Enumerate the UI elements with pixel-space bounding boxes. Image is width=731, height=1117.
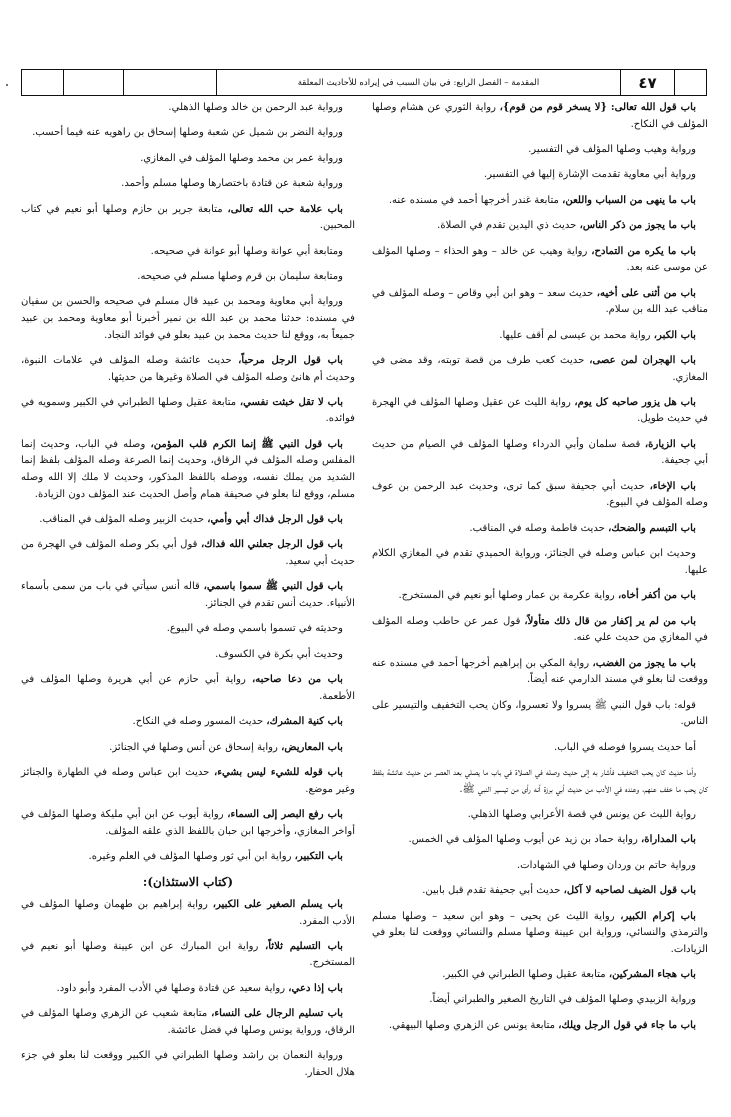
paragraph	[21, 151, 355, 168]
paragraph-text: ورواية النضر بن شميل عن شعبة وصلها إسحاق بن راهويه عنه فيما أحسب.	[32, 127, 343, 139]
paragraph	[21, 537, 355, 570]
paragraph	[372, 167, 708, 184]
chapter-heading: باب إذا دعي،	[288, 982, 343, 994]
paragraph	[21, 672, 355, 705]
chapter-heading: باب التكبير،	[294, 850, 343, 862]
paragraph	[372, 740, 708, 757]
running-title: المقدمة – الفصل الرابع: في بيان السبب في إيراده للأحاديث المعلقة	[217, 70, 621, 95]
paragraph-text: رواية وهيب عن خالد – وهو الحذاء – وصلها المؤلف عن موسى عنه بعد.	[372, 245, 708, 274]
paragraph-text: ورواية شعبة عن قتادة باختصارها وصلها مسلم وأحمد.	[121, 178, 343, 190]
chapter-heading: باب لا تقل خبثت نفسي،	[239, 396, 343, 408]
paragraph-text: وحديث ابن عباس وصله في الجنائز، ورواية الحميدي تقدم في المغازي الكلام عليها.	[372, 548, 708, 576]
chapter-heading: باب من أثنى على أخيه،	[596, 287, 696, 299]
paragraph-text: قول عمر عن حاطب وصله المؤلف في المغازي من حديث علي عنه.	[372, 615, 708, 644]
chapter-heading: باب الهجران لمن عصى،	[589, 354, 696, 366]
paragraph-text: ومتابعة أبي عوانة وصلها أبو عوانة في صحيحه.	[150, 245, 343, 257]
paragraph	[372, 698, 708, 731]
paragraph-text: قصة سلمان وأبي الدرداء وصلها المؤلف في الصيام من حديث أبي جحيفة.	[372, 438, 708, 467]
paragraph	[21, 714, 355, 731]
paragraph	[21, 981, 355, 998]
paragraph-text: وصله في الباب، وحديث إنما المفلس وصله المؤلف في الرقاق، وحديث إنما الصرعة وصله المؤلف بلفظ إنما الشديد من يملك نفسه، ووصله باللفظ المذكور، وحديث لا ملك إلا الله وصله مسلم، ووقع لنا بعلو في صحيفة همام وأصل الحديث عند المؤلف دون الزيادة.	[21, 438, 355, 500]
paragraph	[21, 807, 355, 840]
header-blank-cell	[64, 70, 124, 95]
paragraph-text: قول أبي بكر وصله المؤلف في الهجرة من حديث أبي سعيد.	[21, 539, 355, 568]
paragraph	[372, 479, 708, 512]
paragraph	[372, 832, 708, 849]
paragraph-text: ومتابعة سليمان بن قرم وصلها مسلم في صحيحه.	[137, 270, 343, 282]
chapter-heading: باب التبسم والضحك،	[608, 522, 696, 534]
paragraph-text: وحديث أبي بكرة في الكسوف.	[215, 648, 343, 660]
paragraph-text: رواية سعيد عن قتادة وصلها في الأدب المفرد وأبو داود.	[56, 982, 289, 994]
chapter-heading: باب قول الضيف لصاحبه لا آكل،	[563, 885, 696, 897]
scan-speck	[6, 84, 8, 86]
paragraph-text: متابعة غندر أخرجها أحمد في مسنده عنه.	[388, 194, 563, 206]
paragraph-text: رواية إسحاق عن أنس وصلها في الجنائز.	[109, 741, 282, 753]
chapter-heading: باب قوله للشيء ليس بشيء،	[213, 766, 343, 778]
chapter-heading: باب من دعا صاحبه،	[251, 674, 343, 686]
paragraph-text: حديث سعد – وهو ابن أبي وقاص – وصله المؤلف في مناقب عبد الله بن سلام.	[372, 287, 708, 316]
chapter-heading: باب قول النبي ﷺ إنما الكرم قلب المؤمن،	[150, 438, 343, 450]
chapter-heading: باب قول الرجل مرحباً،	[238, 354, 343, 366]
paragraph-text: وحديثه في تسموا باسمي وصله في البيوع.	[166, 623, 343, 635]
paragraph	[372, 656, 708, 689]
chapter-heading: باب قول الله تعالى: {لا يسخر قوم من قوم}،	[499, 102, 696, 113]
section-heading: (كتاب الاستئذان):	[142, 875, 234, 890]
chapter-heading: باب من لم ير إكفار من قال ذلك متأولاً،	[524, 615, 696, 627]
chapter-heading: باب ما يجوز من الغضب،	[592, 657, 696, 669]
header-blank-cell	[22, 70, 64, 95]
paragraph	[372, 883, 708, 900]
paragraph-text: رواية الليث عن يحيى – وهو ابن سعيد – وصلها مسلم والترمذي والنسائي، ورواية ابن عيينة وصلها مسلم والنسائي ووقعت لنا بعلو في الزيادات.	[372, 910, 708, 955]
paragraph-text: ورواية وهيب وصلها المؤلف في التفسير.	[528, 143, 696, 155]
paragraph	[372, 992, 708, 1009]
paragraph	[21, 202, 355, 235]
paragraph	[372, 244, 708, 277]
paragraph-text: متابعة عقيل وصلها الطبراني في الكبير.	[442, 969, 609, 981]
paragraph	[372, 614, 708, 647]
paragraph-text: رواية حماد بن زيد عن أيوب وصلها المؤلف في الخمس.	[408, 834, 642, 846]
right-column	[372, 100, 708, 1043]
paragraph-text: ورواية حاتم بن وردان وصلها في الشهادات.	[516, 859, 696, 871]
paragraph	[372, 353, 708, 386]
paragraph	[372, 858, 708, 875]
chapter-heading: باب ما ينهى من السباب واللعن،	[562, 194, 696, 206]
paragraph-text: أما حديث يسروا فوصله في الباب.	[554, 741, 696, 753]
running-header	[21, 69, 707, 96]
chapter-heading: باب علامة حب الله تعالى،	[227, 203, 343, 215]
paragraph	[21, 740, 355, 757]
paragraph	[372, 521, 708, 538]
paragraph	[372, 395, 708, 428]
paragraph	[21, 849, 355, 866]
paragraph	[21, 621, 355, 638]
paragraph	[372, 909, 708, 959]
paragraph-text: رواية أيوب عن ابن أبي مليكة وصلها المؤلف في أواخر المغازي، وأخرجها ابن حبان باللفظ الذي علقه المؤلف.	[21, 808, 355, 837]
chapter-heading: باب رفع البصر إلى السماء،	[227, 808, 343, 820]
chapter-heading: باب الزيارة،	[644, 438, 696, 450]
paragraph-text: حديث كعب طرف من قصة توبته، وقد مضى في المغازي.	[372, 354, 708, 383]
paragraph-text: حديث عائشة وصله المؤلف في علامات النبوة، وحديث أم هانئ وصله المؤلف في الصلاة وغيرها من حديثها.	[21, 354, 355, 383]
paragraph	[21, 1006, 355, 1039]
paragraph-text: متابعة عقيل وصلها الطبراني في الكبير وسمويه في فوائده.	[21, 396, 355, 425]
paragraph	[21, 176, 355, 193]
paragraph	[372, 328, 708, 345]
paragraph-text: ورواية الزبيدي وصلها المؤلف في التاريخ الصغير والطبراني أيضاً.	[429, 994, 696, 1006]
chapter-heading: باب تسليم الرجال على النساء،	[211, 1008, 343, 1020]
paragraph-text: متابعة يونس عن الزهري وصلها البيهقي.	[388, 1019, 559, 1031]
paragraph-text: ورواية أبي معاوية ومحمد بن عبيد قال مسلم في صحيحه والحسن بن سفيان في مسنده: حدثنا محمد بن عبد الله بن نمير أخبرنا أبو معاوية ومحمد بن عبيد جميعاً به، ووقع لنا حديث محمد بن عبيد بعلو في فوائد النجاد.	[21, 296, 355, 341]
paragraph	[21, 579, 355, 612]
paragraph-text: ورواية عمر بن محمد وصلها المؤلف في المغازي.	[140, 152, 343, 164]
paragraph	[372, 546, 708, 579]
paragraph-text: رواية إبراهيم بن طهمان وصلها المؤلف في الأدب المفرد.	[21, 898, 355, 927]
header-blank-cell	[675, 70, 706, 95]
paragraph-text: حديث أبي جحيفة تقدم قبل بابين.	[422, 885, 564, 897]
paragraph-text: حديث أبي جحيفة سبق كما ترى، وحديث عبد الرحمن بن عوف وصله المؤلف في البيوع.	[372, 480, 708, 509]
chapter-heading: باب ما يجوز من ذكر الناس،	[579, 220, 696, 232]
paragraph-text: متابعة جرير بن حازم وصلها أبو نعيم في كتاب المحبين.	[21, 203, 355, 232]
paragraph-text: رواية أبي حازم عن أبي هريرة وصلها المؤلف في الأطعمة.	[21, 674, 355, 702]
paragraph-text: رواية الثوري عن هشام وصلها المؤلف في النكاح.	[372, 102, 708, 130]
paragraph-text: متابعة شعيب عن الزهري وصلها المؤلف في الرقاق، ورواية يونس وصلها في فضل عائشة.	[21, 1008, 355, 1036]
paragraph	[21, 437, 355, 503]
paragraph-text: حديث ذي اليدين تقدم في الصلاة.	[437, 220, 580, 232]
paragraph-text: رواية ابن المبارك عن ابن عيينة وصلها أبو نعيم في المستخرج.	[21, 940, 355, 969]
chapter-heading: باب هل يزور صاحبه كل يوم،	[574, 396, 696, 408]
paragraph	[21, 395, 355, 428]
paragraph	[21, 939, 355, 972]
paragraph-text: ورواية أبي معاوية تقدمت الإشارة إليها في التفسير.	[483, 169, 696, 181]
chapter-heading: باب المداراة،	[641, 834, 696, 846]
paragraph	[21, 100, 355, 117]
paragraph	[21, 512, 355, 529]
paragraph-text: حديث المسور وصله في النكاح.	[132, 716, 267, 728]
paragraph	[21, 353, 355, 386]
paragraph-text: ورواية النعمان بن راشد وصلها الطبراني في الكبير ووقعت لنا بعلو في جزء هلال الحفار.	[21, 1050, 355, 1078]
paragraph	[372, 765, 708, 798]
chapter-heading: باب قول النبي ﷺ سموا باسمي،	[203, 581, 343, 593]
chapter-heading: باب ما يكره من التمادح،	[591, 245, 696, 257]
left-column	[21, 100, 355, 1090]
chapter-heading: باب هجاء المشركين،	[608, 969, 696, 981]
paragraph-text: رواية محمد بن عيسى لم أقف عليها.	[499, 329, 654, 341]
paragraph	[21, 294, 355, 344]
paragraph	[372, 588, 708, 605]
paragraph	[372, 437, 708, 470]
paragraph-text: رواية الليث عن يونس في قصة الأعرابي وصلها الذهلي.	[467, 808, 696, 820]
paragraph	[372, 1018, 708, 1035]
chapter-heading: باب الكبر،	[653, 329, 696, 341]
page-number: ٤٧	[621, 70, 675, 95]
paragraph	[21, 765, 355, 798]
paragraph	[21, 897, 355, 930]
paragraph-text: حديث فاطمة وصله في المناقب.	[469, 522, 609, 534]
paragraph	[21, 269, 355, 286]
chapter-heading: باب يسلم الصغير على الكبير،	[212, 898, 343, 910]
paragraph-text: حديث الزبير وصله المؤلف في المناقب.	[39, 514, 208, 526]
paragraph	[372, 967, 708, 984]
chapter-heading: باب التسليم ثلاثاً،	[264, 940, 343, 952]
paragraph	[372, 142, 708, 159]
paragraph	[372, 193, 708, 210]
chapter-heading: باب المعاريض،	[281, 741, 343, 753]
paragraph-text: قوله: باب قول النبي ﷺ يسروا ولا تعسروا، وكان يحب التخفيف والتيسير على الناس.	[372, 699, 708, 728]
paragraph-text: حديث ابن عباس وصله في الطهارة والجنائز وغير موضع.	[21, 766, 355, 795]
paragraph	[372, 286, 708, 319]
paragraph-text: رواية الليث عن عقيل وصلها المؤلف في الهجرة في حديث طويل.	[372, 396, 708, 425]
paragraph-text: رواية عكرمة بن عمار وصلها أبو نعيم في المستخرج.	[398, 590, 619, 602]
paragraph	[21, 244, 355, 261]
paragraph-text: رواية ابن أبي ثور وصلها المؤلف في العلم وغيره.	[88, 850, 295, 862]
paragraph-text: قاله أنس سيأتي في باب من سمى بأسماء الأنبياء. حديث أنس تقدم في الجنائز.	[21, 581, 355, 610]
chapter-heading: باب من أكفر أخاه،	[618, 590, 696, 602]
chapter-heading: باب إكرام الكبير،	[620, 910, 696, 922]
paragraph	[21, 125, 355, 142]
chapter-heading: باب كنية المشرك،	[266, 716, 343, 728]
paragraph-text: وأما حديث كان يحب التخفيف فأشار به إلى حديث وصله في الصلاة في باب ما يصلي بعد العصر من حديث عائشة بلفظ كان يحب ما خفف عنهم، وعنده في الأدب من حديث أبي برزة أنه رأى من تيسير النبي ﷺ.	[372, 766, 708, 795]
paragraph	[372, 100, 708, 133]
paragraph	[372, 218, 708, 235]
paragraph	[21, 1048, 355, 1081]
chapter-heading: باب قول الرجل جعلني الله فداك،	[200, 539, 343, 551]
header-blank-cell	[124, 70, 217, 95]
chapter-heading: باب الإخاء،	[649, 480, 696, 492]
chapter-heading: باب قول الرجل فداك أبي وأمي،	[207, 514, 343, 526]
paragraph-text: ورواية عبد الرحمن بن خالد وصلها الذهلي.	[168, 102, 343, 113]
paragraph-text: رواية المكي بن إبراهيم أخرجها أحمد في مسنده عنه ووقعت لنا بعلو في مسند الدارمي عنه أيضاً.	[372, 657, 708, 686]
paragraph	[372, 807, 708, 824]
paragraph	[21, 647, 355, 664]
chapter-heading: باب ما جاء في قول الرجل ويلك،	[558, 1019, 696, 1031]
